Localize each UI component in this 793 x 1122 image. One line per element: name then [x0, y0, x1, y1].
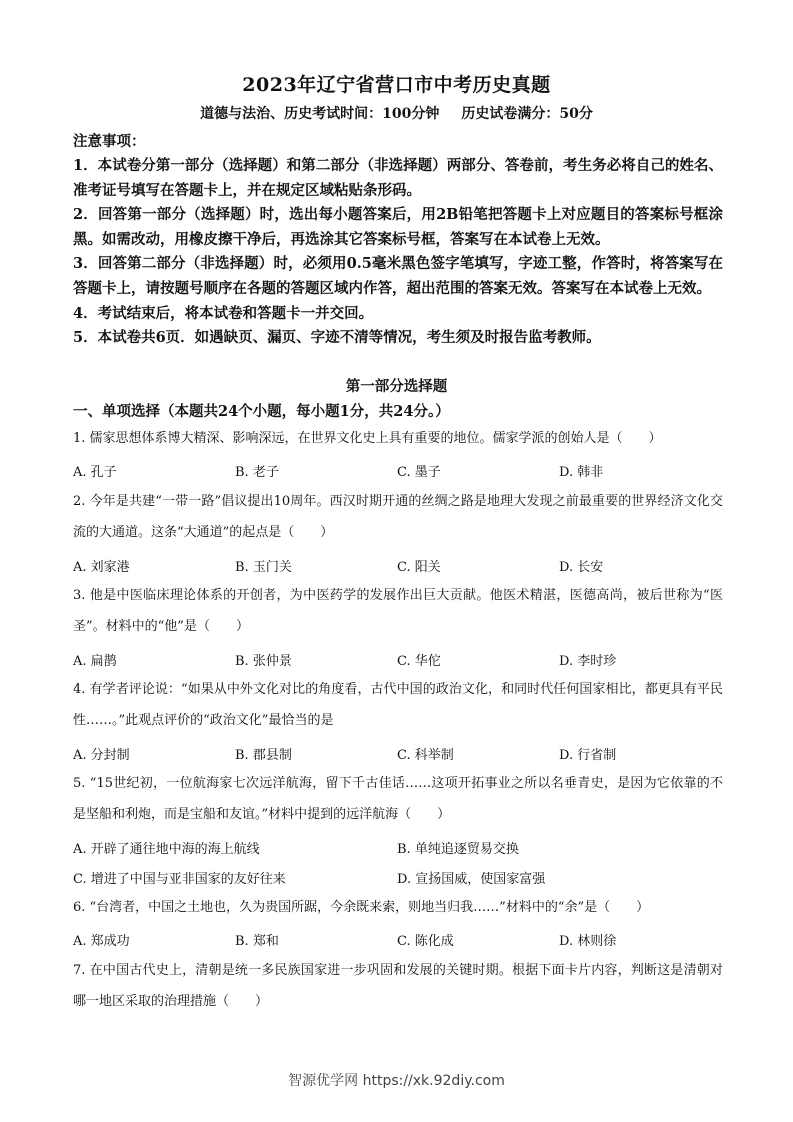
- option-c: C. 科举制: [397, 748, 454, 763]
- option-d: D. 韩非: [559, 465, 604, 480]
- option-b: B. 单纯追逐贸易交换: [397, 842, 519, 857]
- exam-score: 历史试卷满分：50分: [461, 106, 593, 122]
- option-c: C. 华佗: [397, 654, 441, 669]
- option-c: C. 墨子: [397, 465, 441, 480]
- notes-list: [73, 154, 723, 351]
- question-stem: 1. 儒家思想体系博大精深、影响深远，在世界文化史上具有重要的地位。儒家学派的创始人是（ ）: [73, 431, 662, 446]
- option-d: D. 林则徐: [559, 934, 617, 949]
- exam-time: 道德与法治、历史考试时间：100分钟: [200, 106, 440, 122]
- option-c: C. 陈化成: [397, 934, 454, 949]
- question-6-options: [73, 930, 723, 950]
- question-5-options-row1: [73, 838, 723, 858]
- option-a: A. 刘家港: [73, 560, 130, 575]
- single-choice-heading: 一、单项选择（本题共24个小题，每小题1分，共24分。）: [73, 403, 450, 420]
- option-b: B. 郑和: [235, 934, 279, 949]
- note-item: 1．本试卷分第一部分（选择题）和第二部分（非选择题）两部分、答卷前，考生务必将自己的姓名、准考证号填写在答题卡上，并在规定区域粘贴条形码。: [73, 157, 723, 199]
- question-4-options: [73, 744, 723, 764]
- note-item: 5．本试卷共6页．如遇缺页、漏页、字迹不清等情况，考生须及时报告监考教师。: [73, 329, 601, 347]
- option-b: B. 郡县制: [235, 748, 292, 763]
- question-1-options: [73, 461, 723, 481]
- option-a: A. 扁鹊: [73, 654, 117, 669]
- option-a: A. 开辟了通往地中海的海上航线: [73, 842, 260, 857]
- question-stem: 5. “15世纪初，一位航海家七次远洋航海，留下千古佳话……这项开拓事业之所以名垂青史，是因为它依靠的不是坚船和利炮，而是宝船和友谊。”材料中提到的远洋航海（ ）: [73, 776, 723, 822]
- option-d: D. 长安: [559, 560, 604, 575]
- question-stem: 4. 有学者评论说：“如果从中外文化对比的角度看，古代中国的政治文化，和同时代任何国家相比，都更具有平民性……。”此观点评价的“政治文化”最恰当的是: [73, 682, 723, 728]
- option-c: C. 阳关: [397, 560, 441, 575]
- question-3-options: [73, 650, 723, 670]
- question-6: [73, 892, 723, 923]
- option-a: A. 郑成功: [73, 934, 130, 949]
- question-stem: 7. 在中国古代史上，清朝是统一多民族国家进一步巩固和发展的关键时期。根据下面卡片内容，判断这是清朝对哪一地区采取的治理措施（ ）: [73, 963, 723, 1009]
- exam-info: [0, 103, 793, 123]
- option-a: A. 孔子: [73, 465, 117, 480]
- footer-watermark: 智源优学网 https://xk.92diy.com: [288, 1073, 505, 1089]
- note-item: 2．回答第一部分（选择题）时，选出每小题答案后，用2B铅笔把答题卡上对应题目的答案标号框涂黑。如需改动，用橡皮擦干净后，再选涂其它答案标号框，答案写在本试卷上无效。: [73, 206, 723, 248]
- question-5: [73, 768, 723, 830]
- question-2: [73, 486, 723, 548]
- question-stem: 6. “台湾者，中国之土地也，久为贵国所踞，今余既来索，则地当归我……”材料中的“余”是（ ）: [73, 900, 650, 915]
- page-title: 2023年辽宁省营口市中考历史真题: [242, 74, 551, 96]
- question-1: [73, 423, 723, 454]
- option-b: B. 玉门关: [235, 560, 292, 575]
- question-stem: 2. 今年是共建“一带一路”倡议提出10周年。西汉时期开通的丝绸之路是地理大发现之前最重要的世界经济文化交流的大通道。这条“大通道”的起点是（ ）: [73, 494, 723, 540]
- question-2-options: [73, 556, 723, 576]
- note-item: 4．考试结束后，将本试卷和答题卡一并交回。: [73, 304, 374, 322]
- section-title: 第一部分选择题: [345, 378, 448, 395]
- note-item: 3．回答第二部分（非选择题）时，必须用0.5毫米黑色签字笔填写，字迹工整，作答时，将答案写在答题卡上，请按题号顺序在各题的答题区域内作答，超出范围的答案无效。答案写在本试卷上无效。: [73, 255, 723, 297]
- question-4: [73, 674, 723, 736]
- question-5-options-row2: [73, 868, 723, 888]
- option-d: D. 李时珍: [559, 654, 617, 669]
- option-b: B. 张仲景: [235, 654, 292, 669]
- option-a: A. 分封制: [73, 748, 130, 763]
- option-d: D. 行省制: [559, 748, 617, 763]
- option-b: B. 老子: [235, 465, 279, 480]
- question-7: [73, 955, 723, 1017]
- question-3: [73, 580, 723, 642]
- option-d: D. 宣扬国威，使国家富强: [397, 872, 546, 887]
- option-c: C. 增进了中国与亚非国家的友好往来: [73, 872, 286, 887]
- question-stem: 3. 他是中医临床理论体系的开创者，为中医药学的发展作出巨大贡献。他医术精湛，医德高尚，被后世称为“医圣”。材料中的“他”是（ ）: [73, 588, 723, 634]
- notes-heading: 注意事项：: [73, 133, 146, 150]
